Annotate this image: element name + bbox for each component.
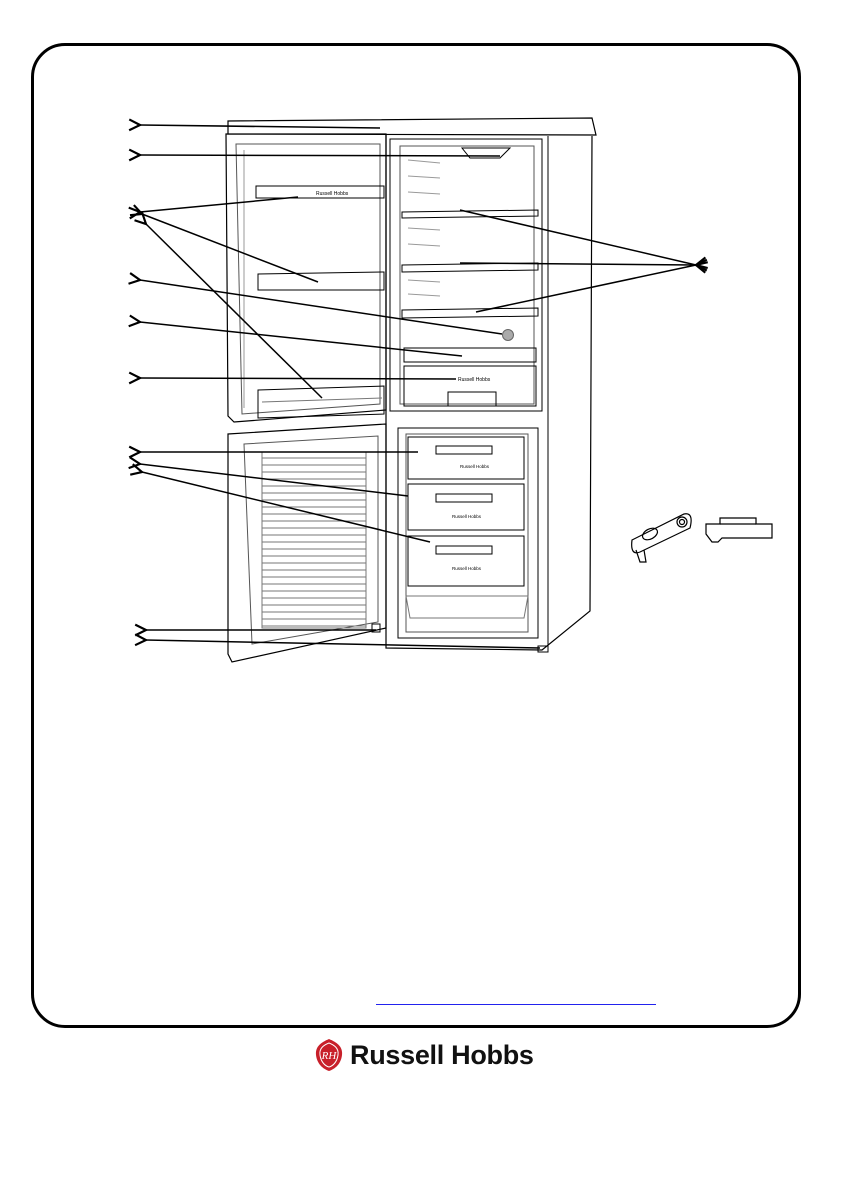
callout-door-bin-top	[140, 197, 298, 212]
website-link[interactable]	[376, 990, 656, 1005]
callout-light	[140, 155, 500, 156]
fridge-compartment	[390, 139, 542, 411]
callout-crisper-drawer	[140, 378, 456, 379]
rh-emblem-icon	[314, 1038, 344, 1072]
brand-name: Russell Hobbs	[350, 1039, 534, 1070]
freezer-drawers	[408, 437, 524, 586]
freezer-door-grille	[262, 452, 366, 628]
callout-door-bin-middle	[142, 214, 318, 282]
callout-top-cover	[140, 125, 380, 128]
wrench-tool-icon	[632, 514, 691, 562]
svg-text:Russell Hobbs: Russell Hobbs	[452, 566, 482, 571]
svg-text:Russell Hobbs: Russell Hobbs	[458, 377, 491, 383]
svg-text:Russell Hobbs: Russell Hobbs	[452, 514, 482, 519]
callout-thermostat	[140, 280, 502, 334]
callout-arrows-right	[460, 210, 696, 312]
footer-text-strip	[0, 1186, 841, 1193]
svg-text:RH: RH	[321, 1050, 337, 1062]
svg-text:Russell Hobbs: Russell Hobbs	[316, 191, 349, 197]
door-bin-middle	[258, 272, 384, 290]
freezer-compartment	[398, 428, 538, 638]
crisper-drawer	[404, 366, 536, 406]
svg-text:Russell Hobbs: Russell Hobbs	[460, 464, 490, 469]
callout-crisper-cover	[140, 322, 462, 356]
door-hinge-cap-icon	[706, 518, 772, 542]
brand-logo	[314, 1037, 534, 1073]
freezer-door	[228, 424, 386, 662]
crisper-cover	[404, 348, 536, 362]
callout-foot	[146, 640, 540, 648]
thermostat-knob	[503, 330, 514, 341]
